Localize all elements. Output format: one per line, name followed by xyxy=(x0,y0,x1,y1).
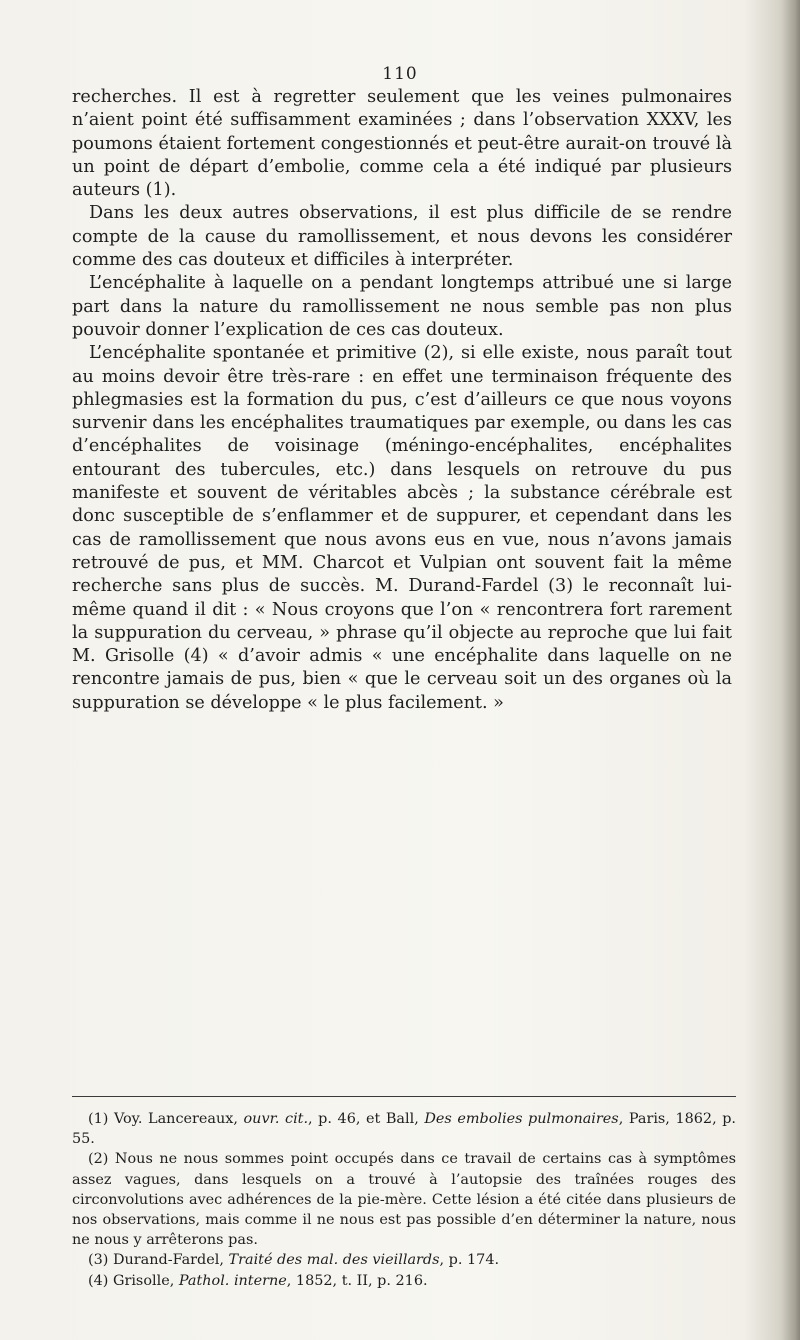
paragraph-3: L’encéphalite à laquelle on a pendant longtemps attribué une si large part dans la nature du ramollissement ne nous semble pas non plus pouvoir donner l’explication de ces cas douteux. xyxy=(72,273,732,340)
paragraph-4: L’encéphalite spontanée et primitive (2), si elle existe, nous paraît tout au moins devoir être très-rare : en effet une terminaison fréquente des phlegmasies est la formation du pus, c’est d’ailleurs ce que nous voyons survenir dans les encéphalites traumatiques par exemple, ou dans les cas d’encéphalites de voisinage (méningo-encéphalites, encéphalites entourant des tubercules, etc.) dans lesquels on retrouve du pus manifeste et souvent de véritables abcès ; la substance cérébrale est donc susceptible de s’enflammer et de suppurer, et cependant dans les cas de ramollissement que nous avons eus en vue, nous n’avons jamais retrouvé de pus, et MM. Charcot et Vulpian ont souvent fait la même recherche sans plus de succès. M. Durand-Fardel (3) le reconnaît lui-même quand il dit : « Nous croyons que l’on « rencontrera fort rarement la suppuration du cerveau, » phrase qu’il objecte au reproche que lui fait M. Grisolle (4) « d’avoir admis « une encéphalite dans laquelle on ne rencontre jamais de pus, bien « que le cerveau soit un des organes où la suppuration se développe « le plus facilement. » xyxy=(72,343,732,713)
main-text xyxy=(72,86,732,715)
paragraph-2: Dans les deux autres observations, il est plus difficile de se rendre compte de la cause du ramollissement, et nous devons les considérer comme des cas douteux et difficiles à interpréter. xyxy=(72,203,732,271)
page-edge-shadow xyxy=(782,0,800,1340)
footnote-2: (2) Nous ne nous sommes point occupés dans ce travail de certains cas à symptômes assez vagues, dans lesquels on a trouvé à l’autopsie des traînées rouges des circonvolutions avec adhérences de la pie-mère. Cette lésion a été citée dans plusieurs de nos observations, mais comme il ne nous est pas possible d’en déterminer la nature, nous ne nous y arrêterons pas. xyxy=(72,1151,736,1249)
footnote-1: (1) Voy. Lancereaux, ouvr. cit., p. 46, et Ball, Des embolies pulmonaires, Paris, 1862, p. 55. xyxy=(72,1111,736,1148)
footnote-3: (3) Durand-Fardel, Traité des mal. des vieillards, p. 174. xyxy=(88,1252,500,1269)
paragraph-1: recherches. Il est à regretter seulement que les veines pulmonaires n’aient point été suffisamment examinées ; dans l’observation XXXV, les poumons étaient fortement congestionnés et peut-être aurait-on trouvé là un point de départ d’embolie, comme cela a été indiqué par plusieurs auteurs (1). xyxy=(72,87,732,201)
footnote-divider xyxy=(72,1096,736,1097)
footnote-4: (4) Grisolle, Pathol. interne, 1852, t. II, p. 216. xyxy=(88,1272,428,1289)
page-number: 110 xyxy=(382,64,418,84)
footnotes xyxy=(72,1109,736,1291)
